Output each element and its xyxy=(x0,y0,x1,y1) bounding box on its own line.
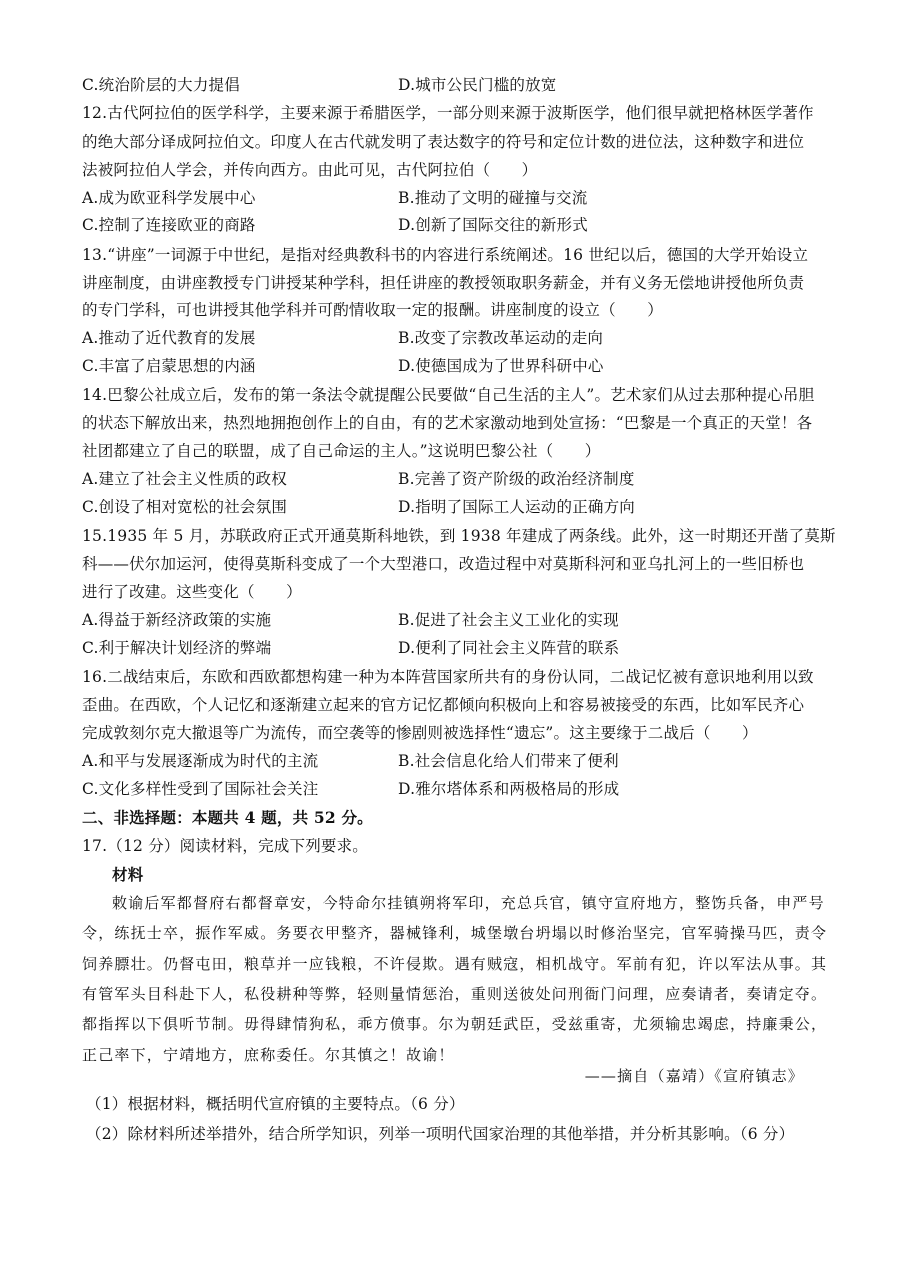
q13-stem-line: 的专门学科，可也讲授其他学科并可酌情收取一定的报酬。讲座制度的设立（ ） xyxy=(82,301,663,319)
material-source: ——摘自（嘉靖）《宣府镇志》 xyxy=(584,1067,804,1085)
q16-stem-line: 歪曲。在西欧，个人记忆和逐渐建立起来的官方记忆都倾向积极向上和容易被接受的东西，比如军民齐心 xyxy=(82,696,805,714)
q14-option-c: C.创设了相对宽松的社会氛围 xyxy=(82,498,288,516)
q13-option-c: C.丰富了启蒙思想的内涵 xyxy=(82,357,256,375)
material-line: 都指挥以下俱听节制。毋得肆情狗私，乖方偾事。尔为朝廷武臣，受兹重寄，尤须输忠竭虑，持廉秉公， xyxy=(82,1015,828,1033)
q15-option-b: B.促进了社会主义工业化的实现 xyxy=(398,611,619,629)
q16-option-a: A.和平与发展逐渐成为时代的主流 xyxy=(82,752,319,770)
q15-option-c: C.利于解决计划经济的弊端 xyxy=(82,639,272,657)
q13-option-a: A.推动了近代教育的发展 xyxy=(82,329,256,347)
material-line: 正己率下，宁靖地方，庶称委任。尔其慎之！故谕！ xyxy=(82,1046,455,1064)
q16-option-c: C.文化多样性受到了国际社会关注 xyxy=(82,780,319,798)
q16-stem-line: 完成敦刻尔克大撤退等广为流传，而空袭等的惨剧则被选择性“遗忘”。这主要缘于二战后（ ） xyxy=(82,724,758,742)
material-line: 敕谕后军都督府右都督章安，今特命尔挂镇朔将军印，充总兵官，镇守宣府地方，整饬兵备，申严号 xyxy=(112,894,825,912)
material-title: 材料 xyxy=(112,865,144,884)
q14-stem-line: 14.巴黎公社成立后，发布的第一条法令就提醒公民要做“自己生活的主人”。艺术家们从过去那种提心吊胆 xyxy=(82,386,815,404)
material-line: 令，练抚士卒，振作军威。务要衣甲整齐，器械锋利，城堡墩台坍塌以时修治坚完，官军骑操马匹，责令 xyxy=(82,924,828,942)
q14-stem-line: 社团都建立了自己的联盟，成了自己命运的主人。”这说明巴黎公社（ ） xyxy=(82,442,601,460)
q16-stem-line: 16.二战结束后，东欧和西欧都想构建一种为本阵营国家所共有的身份认同，二战记忆被有意识地利用以致 xyxy=(82,668,814,686)
q12-stem-line: 法被阿拉伯人学会，并传向西方。由此可见，古代阿拉伯（ ） xyxy=(82,161,538,179)
q15-stem-line: 科——伏尔加运河，使得莫斯科变成了一个大型港口，改造过程中对莫斯科河和亚乌扎河上的一些旧桥也 xyxy=(82,555,805,573)
q15-option-a: A.得益于新经济政策的实施 xyxy=(82,611,272,629)
q13-option-b: B.改变了宗教改革运动的走向 xyxy=(398,329,604,347)
q15-stem-line: 进行了改建。这些变化（ ） xyxy=(82,583,302,601)
q14-option-d: D.指明了国际工人运动的正确方向 xyxy=(398,498,636,516)
material-line: 有管军头目科赴下人，私役耕种等弊，轻则量情惩治，重则送彼处问刑衙门问理，应奏请者，奏请定夺。 xyxy=(82,985,828,1003)
q12-option-d: D.创新了国际交往的新形式 xyxy=(398,216,588,234)
q12-option-c: C.控制了连接欧亚的商路 xyxy=(82,216,256,234)
q12-option-a: A.成为欧亚科学发展中心 xyxy=(82,189,256,207)
q12-option-b: B.推动了文明的碰撞与交流 xyxy=(398,189,588,207)
q12-stem-line: 的绝大部分译成阿拉伯文。印度人在古代就发明了表达数字的符号和定位计数的进位法，这种数字和进位 xyxy=(82,133,805,151)
q17-sub-question-2: （2）除材料所述举措外，结合所学知识，列举一项明代国家治理的其他举措，并分析其影响。（6 分） xyxy=(86,1125,795,1143)
q12-stem-line: 12.古代阿拉伯的医学科学，主要来源于希腊医学，一部分则来源于波斯医学，他们很早就把格林医学著作 xyxy=(82,104,814,122)
q16-option-b: B.社会信息化给人们带来了便利 xyxy=(398,752,619,770)
q14-stem-line: 的状态下解放出来，热烈地拥抱创作上的自由，有的艺术家激动地到处宣扬：“巴黎是一个真正的天堂！各 xyxy=(82,414,813,432)
q13-stem-line: 13.“讲座”一词源于中世纪，是指对经典教科书的内容进行系统阐述。16 世纪以后，德国的大学开始设立 xyxy=(82,246,809,264)
q16-option-d: D.雅尔塔体系和两极格局的形成 xyxy=(398,780,620,798)
q11-option-c: C.统治阶层的大力提倡 xyxy=(82,76,240,94)
q11-option-d: D.城市公民门槛的放宽 xyxy=(398,76,557,94)
q13-option-d: D.使德国成为了世界科研中心 xyxy=(398,357,604,375)
q15-stem-line: 15.1935 年 5 月，苏联政府正式开通莫斯科地铁，到 1938 年建成了两条线。此外，这一时期还开凿了莫斯 xyxy=(82,527,836,545)
section-heading: 二、非选择题：本题共 4 题，共 52 分。 xyxy=(82,808,373,827)
material-line: 饲养膘壮。仍督屯田，粮草并一应钱粮，不许侵欺。遇有贼寇，相机战守。军前有犯，许以军法从事。其 xyxy=(82,955,828,973)
q13-stem-line: 讲座制度，由讲座教授专门讲授某种学科，担任讲座的教授领取职务薪金，并有义务无偿地讲授他所负责 xyxy=(82,274,805,292)
q14-option-a: A.建立了社会主义性质的政权 xyxy=(82,470,287,488)
q15-option-d: D.便利了同社会主义阵营的联系 xyxy=(398,639,620,657)
q17-stem: 17.（12 分）阅读材料，完成下列要求。 xyxy=(82,837,369,855)
q14-option-b: B.完善了资产阶级的政治经济制度 xyxy=(398,470,635,488)
q17-sub-question-1: （1）根据材料，概括明代宣府镇的主要特点。（6 分） xyxy=(86,1095,465,1113)
